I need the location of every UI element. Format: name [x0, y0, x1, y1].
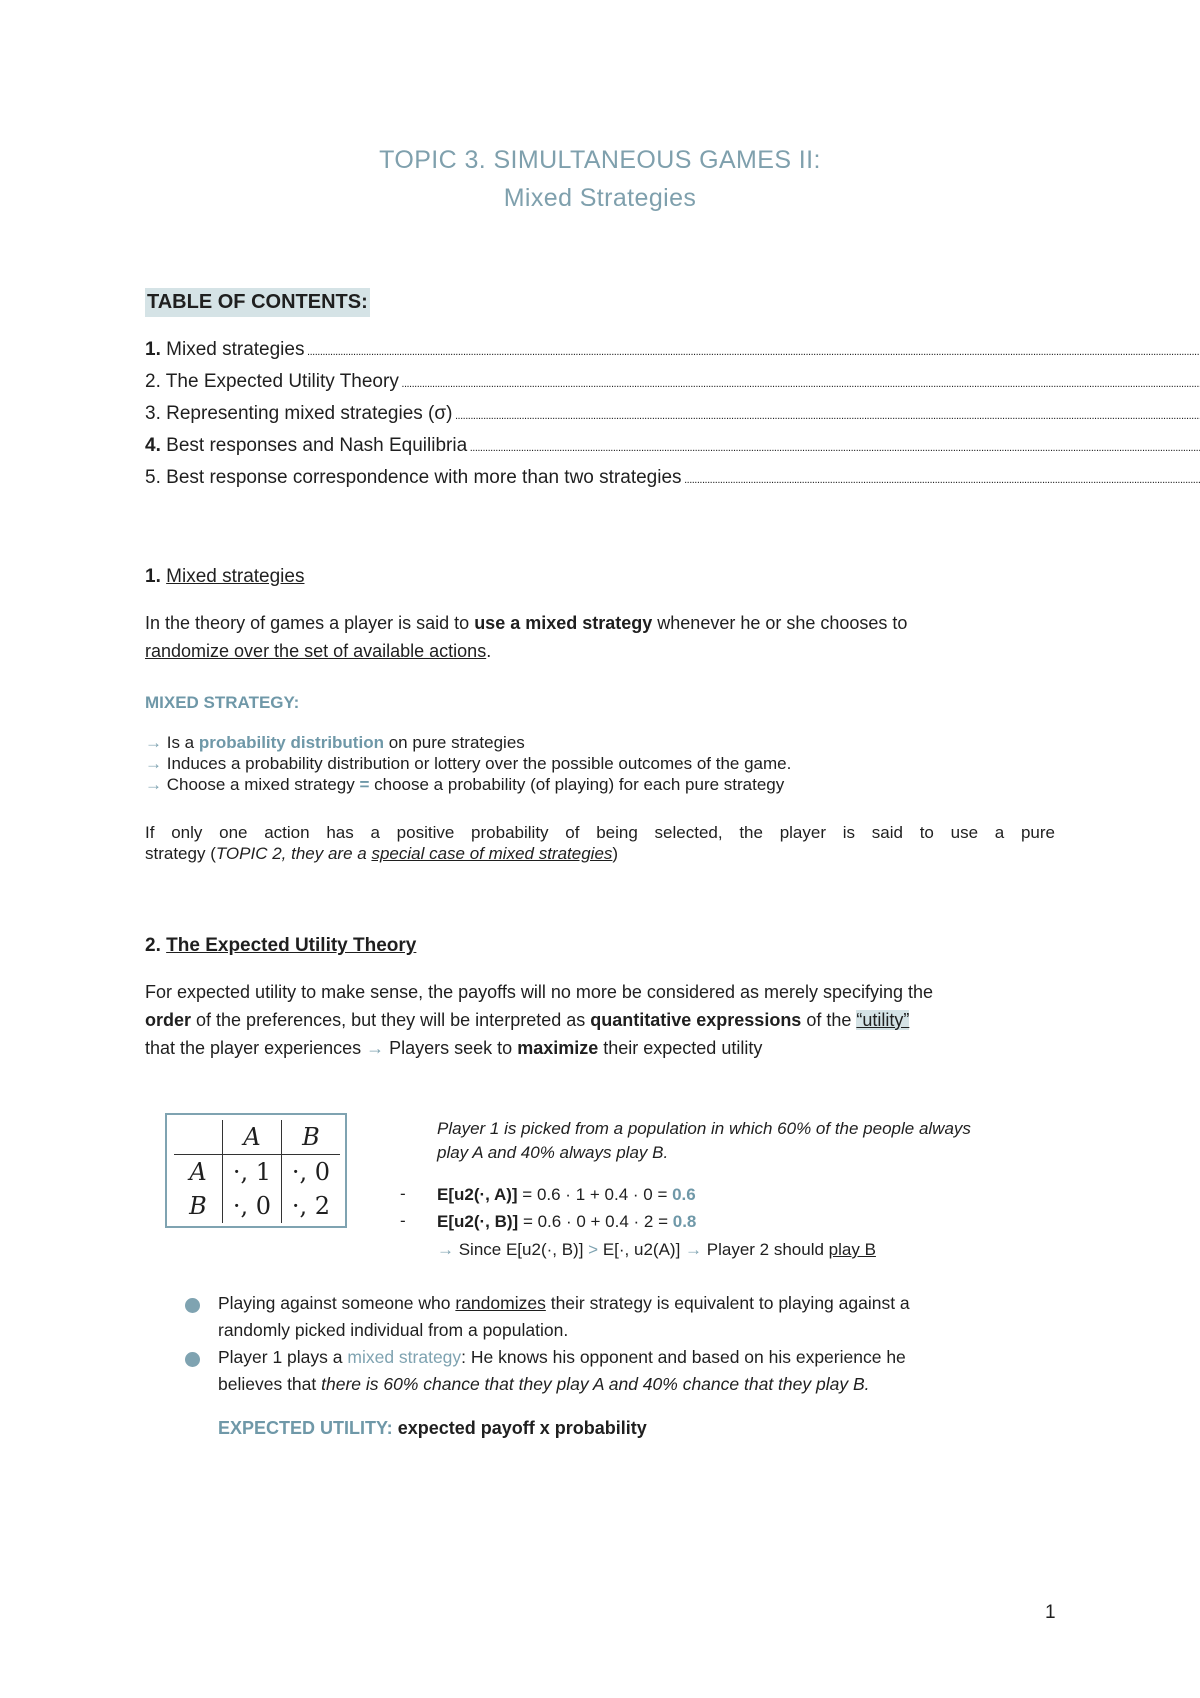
- text: Since E[u2(·, B)]: [454, 1240, 589, 1259]
- text-underline: play B: [828, 1240, 876, 1259]
- payoff-matrix: [165, 1113, 347, 1228]
- table-header: B: [282, 1120, 341, 1155]
- arrow-icon: →: [685, 1240, 703, 1259]
- bullet-point-2: [218, 1344, 906, 1398]
- table-row: [174, 1189, 340, 1223]
- text: Is a: [162, 733, 199, 752]
- toc-item-text: Representing mixed strategies (σ): [166, 403, 453, 424]
- bullet-point-1: [218, 1290, 910, 1344]
- toc-heading: TABLE OF CONTENTS:: [145, 288, 370, 317]
- section-1-heading: [145, 566, 304, 588]
- table-cell: ·, 2: [282, 1189, 341, 1223]
- text-italic: play A and 40% always play B.: [437, 1143, 669, 1162]
- toc-item-text: The Expected Utility Theory: [165, 371, 399, 392]
- toc-item[interactable]: [145, 402, 1200, 434]
- text-highlight: “utility”: [856, 1010, 910, 1030]
- text: .: [486, 641, 492, 661]
- toc-item-text: Best response correspondence with more than two strategies: [166, 467, 682, 488]
- section-title: Mixed strategies: [166, 566, 305, 587]
- text: Playing against someone who: [218, 1293, 456, 1313]
- list-dash: -: [400, 1184, 406, 1203]
- payoff-table: [174, 1120, 340, 1223]
- text-italic: Player 1 is picked from a population in which 60% of the people always: [437, 1119, 971, 1138]
- text: believes that: [218, 1374, 322, 1394]
- section-2-heading: [145, 935, 416, 957]
- population-note: [437, 1117, 971, 1165]
- text-highlight: >: [588, 1240, 599, 1259]
- text-bold: expected payoff x probability: [392, 1418, 647, 1438]
- text-italic-underline: special case of mixed strategies: [371, 844, 613, 863]
- toc-item-number: 5.: [145, 467, 161, 488]
- toc-item-number: 3.: [145, 403, 161, 424]
- table-cell: ·, 1: [223, 1155, 282, 1190]
- section-1-intro: [145, 609, 907, 665]
- mixed-strategy-points: [145, 732, 791, 795]
- mixed-strategy-label: MIXED STRATEGY:: [145, 693, 300, 712]
- table-row: [174, 1120, 340, 1155]
- text: Choose a mixed strategy: [162, 775, 360, 794]
- text: Players seek to: [384, 1038, 518, 1058]
- toc-item-number: 4.: [145, 435, 161, 456]
- toc-item[interactable]: [145, 370, 1200, 402]
- bullet-icon: [185, 1298, 200, 1313]
- table-cell: ·, 0: [223, 1189, 282, 1223]
- row-label: A: [189, 1158, 207, 1186]
- text: ): [612, 844, 619, 863]
- text: Induces a probability distribution or lottery over the possible outcomes of the game.: [162, 754, 792, 773]
- text-highlight: mixed strategy: [347, 1347, 462, 1367]
- pure-strategy-paragraph: [145, 822, 1055, 864]
- text-bold: order: [145, 1010, 192, 1030]
- text-bold: E[u2(·, B)]: [437, 1212, 519, 1231]
- expected-utility-definition: [218, 1414, 647, 1442]
- text-italic: there is 60% chance that they play A and 40% chance that they play B.: [321, 1374, 870, 1394]
- section-2-paragraph: [145, 978, 933, 1062]
- table-row: [174, 1155, 340, 1190]
- list-dash: -: [400, 1211, 406, 1230]
- section-number: 2.: [145, 935, 161, 956]
- text-italic: TOPIC 2, they are a: [215, 844, 372, 863]
- section-title: The Expected Utility Theory: [166, 935, 417, 956]
- text: that the player experiences: [145, 1038, 367, 1058]
- text: their expected utility: [598, 1038, 763, 1058]
- row-label: B: [189, 1192, 207, 1220]
- toc-item[interactable]: [145, 338, 1200, 370]
- toc-item[interactable]: [145, 466, 1200, 498]
- section-number: 1.: [145, 566, 161, 587]
- text: choose a probability (of playing) for each pure strategy: [369, 775, 785, 794]
- table-cell: [174, 1120, 223, 1155]
- text-bold: use a mixed strategy: [474, 613, 653, 633]
- title-line-2: Mixed Strategies: [503, 184, 697, 212]
- text: : He knows his opponent and based on his experience he: [461, 1347, 906, 1367]
- toc-item-number: 1.: [145, 339, 161, 360]
- text: E[·, u2(A)]: [598, 1240, 686, 1259]
- text-highlight: 0.6: [672, 1185, 696, 1204]
- text: of the: [801, 1010, 857, 1030]
- arrow-icon: →: [145, 754, 162, 773]
- text: = 0.6 · 1 + 0.4 · 0 =: [517, 1185, 673, 1204]
- text: their strategy is equivalent to playing against a: [545, 1293, 910, 1313]
- text-underline: randomize over the set of available actions: [145, 641, 487, 661]
- arrow-icon: →: [437, 1240, 454, 1259]
- best-response-conclusion: [437, 1239, 876, 1260]
- text: on pure strategies: [383, 733, 525, 752]
- text: In the theory of games a player is said to: [145, 613, 475, 633]
- page-number: 1: [1045, 1602, 1056, 1623]
- bullet-icon: [185, 1352, 200, 1367]
- text-highlight: probability distribution: [198, 733, 384, 752]
- arrow-icon: →: [145, 733, 162, 752]
- text: whenever he or she chooses to: [652, 613, 908, 633]
- toc-item-number: 2.: [145, 371, 161, 392]
- table-of-contents: [145, 338, 1200, 498]
- text: Player 1 plays a: [218, 1347, 348, 1367]
- toc-item[interactable]: [145, 434, 1200, 466]
- arrow-icon: →: [145, 775, 162, 794]
- text: If only one action has a positive probability of being selected, the player is said to use a pure: [145, 823, 1055, 842]
- text-bold: E[u2(·, A)]: [437, 1185, 518, 1204]
- text-highlight: 0.8: [672, 1212, 697, 1231]
- text-underline: randomizes: [455, 1293, 546, 1313]
- expected-utility-a: [437, 1184, 696, 1205]
- text-bold: quantitative expressions: [590, 1010, 802, 1030]
- table-cell: ·, 0: [282, 1155, 341, 1190]
- text: For expected utility to make sense, the payoffs will no more be considered as merely specifying the: [145, 982, 934, 1002]
- title-line-1: TOPIC 3. SIMULTANEOUS GAMES II:: [379, 146, 821, 174]
- text: = 0.6 · 0 + 0.4 · 2 =: [518, 1212, 673, 1231]
- definition-label: EXPECTED UTILITY:: [218, 1418, 393, 1438]
- table-header: A: [223, 1120, 282, 1155]
- text: of the preferences, but they will be interpreted as: [191, 1010, 591, 1030]
- toc-item-text: Mixed strategies: [166, 339, 305, 360]
- expected-utility-b: [437, 1211, 696, 1232]
- text-bold: maximize: [517, 1038, 599, 1058]
- text: strategy (: [145, 844, 216, 863]
- text: randomly picked individual from a population.: [218, 1320, 569, 1340]
- arrow-icon: →: [366, 1038, 385, 1058]
- text-highlight: =: [359, 775, 370, 794]
- toc-item-text: Best responses and Nash Equilibria: [166, 435, 468, 456]
- text: Player 2 should: [702, 1240, 829, 1259]
